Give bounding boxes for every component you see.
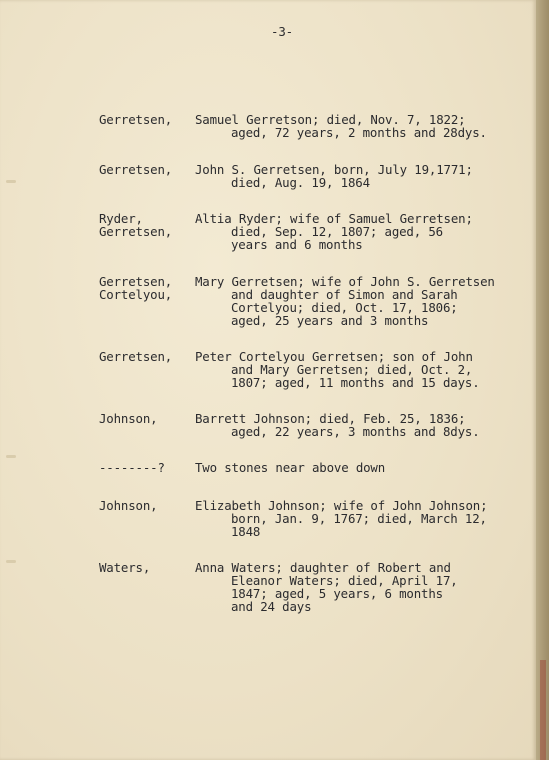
description-line: died, Sep. 12, 1807; aged, 56: [231, 224, 443, 239]
entry-surname: [99, 499, 157, 512]
entry-description: [195, 461, 385, 474]
binder-edge: [536, 0, 549, 760]
entry-description: [195, 113, 487, 139]
description-line: Eleanor Waters; died, April 17,: [231, 573, 458, 588]
paper-mark: [6, 560, 16, 563]
surname-line: Johnson,: [99, 411, 158, 426]
entry-description: [195, 163, 473, 189]
surname-line: Johnson,: [99, 498, 158, 513]
entry-surname: [99, 412, 157, 425]
description-line: Peter Cortelyou Gerretsen; son of John: [195, 349, 473, 364]
entry-surname: [99, 461, 165, 474]
surname-line: Gerretsen,: [99, 112, 173, 127]
description-line: and daughter of Simon and Sarah: [231, 287, 458, 302]
surname-line: --------?: [99, 460, 165, 475]
description-line: and Mary Gerretsen; died, Oct. 2,: [231, 362, 473, 377]
description-line: Cortelyou; died, Oct. 17, 1806;: [231, 300, 458, 315]
entry-surname: [99, 163, 172, 176]
description-line: 1847; aged, 5 years, 6 months: [231, 586, 443, 601]
binder-edge-stain: [540, 660, 546, 760]
description-line: 1848: [231, 524, 261, 539]
description-line: aged, 72 years, 2 months and 28dys.: [231, 125, 487, 140]
description-line: years and 6 months: [231, 237, 363, 252]
entry-description: [195, 350, 480, 389]
description-line: aged, 22 years, 3 months and 8dys.: [231, 424, 480, 439]
description-line: Mary Gerretsen; wife of John S. Gerretsen: [195, 274, 495, 289]
description-line: Anna Waters; daughter of Robert and: [195, 560, 451, 575]
paper-mark: [6, 180, 16, 183]
description-line: John S. Gerretsen, born, July 19,1771;: [195, 162, 473, 177]
surname-line: Waters,: [99, 560, 151, 575]
entry-surname: [99, 113, 172, 126]
entry-surname: [99, 350, 172, 363]
surname-line: Cortelyou,: [99, 287, 173, 302]
entry-surname: [99, 275, 172, 301]
surname-line: Gerretsen,: [99, 349, 173, 364]
surname-line: Gerretsen,: [99, 274, 173, 289]
description-line: Two stones near above down: [195, 460, 386, 475]
description-line: Altia Ryder; wife of Samuel Gerretsen;: [195, 211, 473, 226]
description-line: born, Jan. 9, 1767; died, March 12,: [231, 511, 487, 526]
entry-surname: [99, 561, 150, 574]
entry-description: [195, 499, 487, 538]
entry-surname: [99, 212, 172, 238]
entry-description: [195, 561, 458, 613]
surname-line: Ryder,: [99, 211, 143, 226]
description-line: Samuel Gerretson; died, Nov. 7, 1822;: [195, 112, 466, 127]
entry-description: [195, 275, 495, 327]
description-line: 1807; aged, 11 months and 15 days.: [231, 375, 480, 390]
description-line: Elizabeth Johnson; wife of John Johnson;: [195, 498, 488, 513]
surname-line: Gerretsen,: [99, 162, 173, 177]
description-line: aged, 25 years and 3 months: [231, 313, 429, 328]
surname-line: Gerretsen,: [99, 224, 173, 239]
page-number: -3-: [271, 24, 293, 39]
entry-description: [195, 412, 480, 438]
description-line: died, Aug. 19, 1864: [231, 175, 370, 190]
description-line: Barrett Johnson; died, Feb. 25, 1836;: [195, 411, 466, 426]
description-line: and 24 days: [231, 599, 312, 614]
entry-description: [195, 212, 473, 251]
paper-mark: [6, 455, 16, 458]
